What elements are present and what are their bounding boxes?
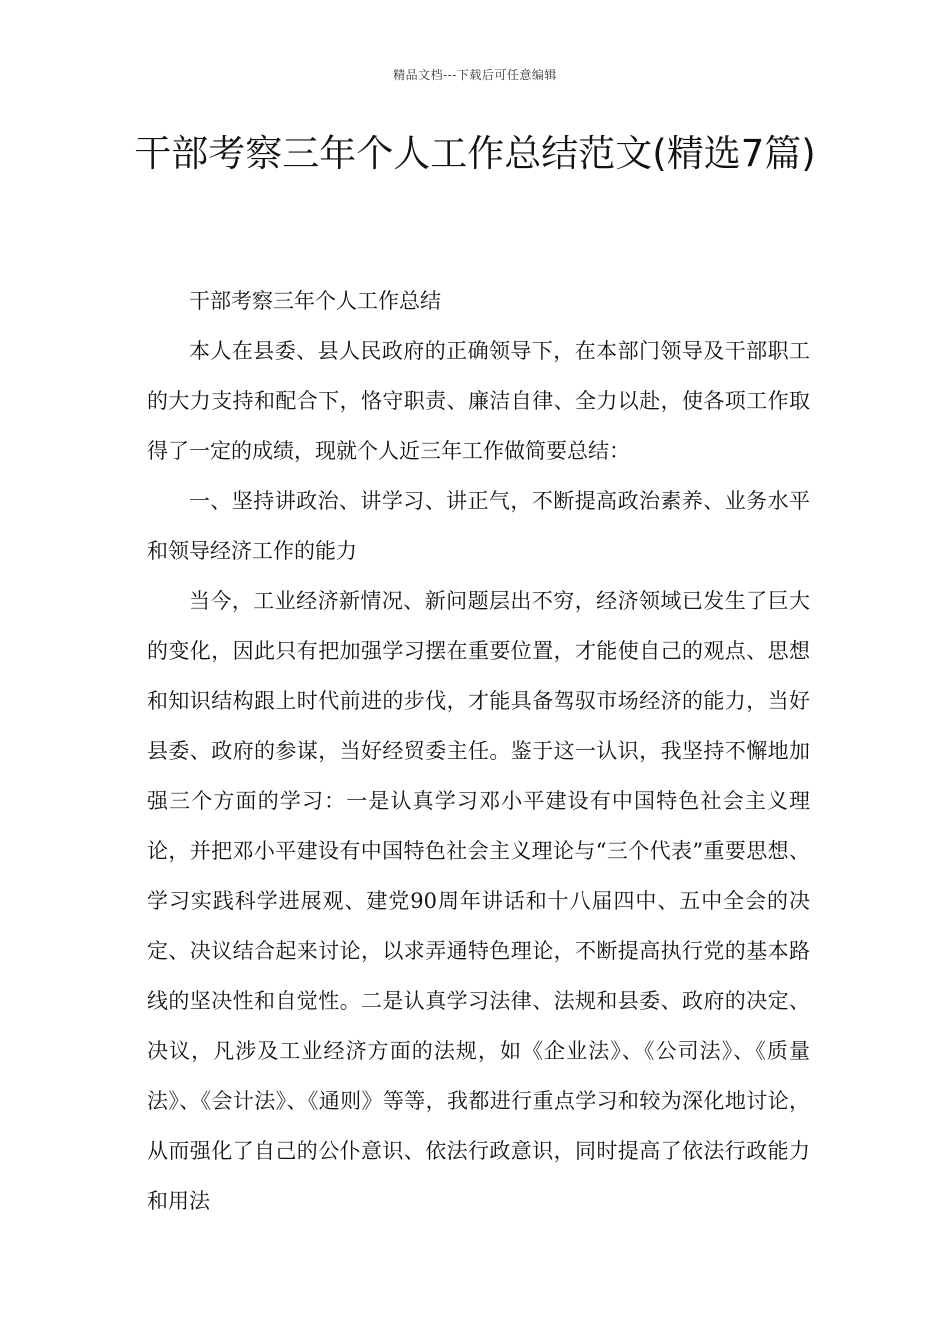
body-paragraph: 本人在县委、县人民政府的正确领导下，在本部门领导及干部职工的大力支持和配合下，恪守职责、廉洁自律、全力以赴，使各项工作取得了一定的成绩，现就个人近三年工作做简要总结：	[147, 339, 810, 463]
body-paragraph: 当今，工业经济新情况、新问题层出不穷，经济领域已发生了巨大的变化，因此只有把加强学习摆在重要位置，才能使自己的观点、思想和知识结构跟上时代前进的步伐，才能具备驾驭市场经济的能力，当好县委、政府的参谋，当好经贸委主任。鉴于这一认识，我坚持不懈地加强三个方面的学习：一是认真学习邓小平建设有中国特色社会主义理论，并把邓小平建设有中国特色社会主义理论与“三个代表”重要思想、学习实践科学进展观、建党90周年讲话和十八届四中、五中全会的决定、决议结合起来讨论，以求弄通特色理论，不断提高执行党的基本路线的坚决性和自觉性。二是认真学习法律、法规和县委、政府的决定、决议，凡涉及工业经济方面的法规，如《企业法》、《公司法》、《质量法》、《会计法》、《通则》等等，我都进行重点学习和较为深化地讨论，从而强化了自己的公仆意识、依法行政意识，同时提高了依法行政能力和用法	[147, 589, 810, 1213]
section-heading: 干部考察三年个人工作总结	[189, 289, 441, 313]
document-body	[147, 276, 810, 1226]
section-heading: 一、坚持讲政治、讲学习、讲正气，不断提高政治素养、业务水平和领导经济工作的能力	[147, 489, 810, 563]
header-note: 精品文档---下载后可任意编辑	[393, 68, 557, 82]
document-title: 干部考察三年个人工作总结范文(精选7篇)	[134, 132, 816, 175]
